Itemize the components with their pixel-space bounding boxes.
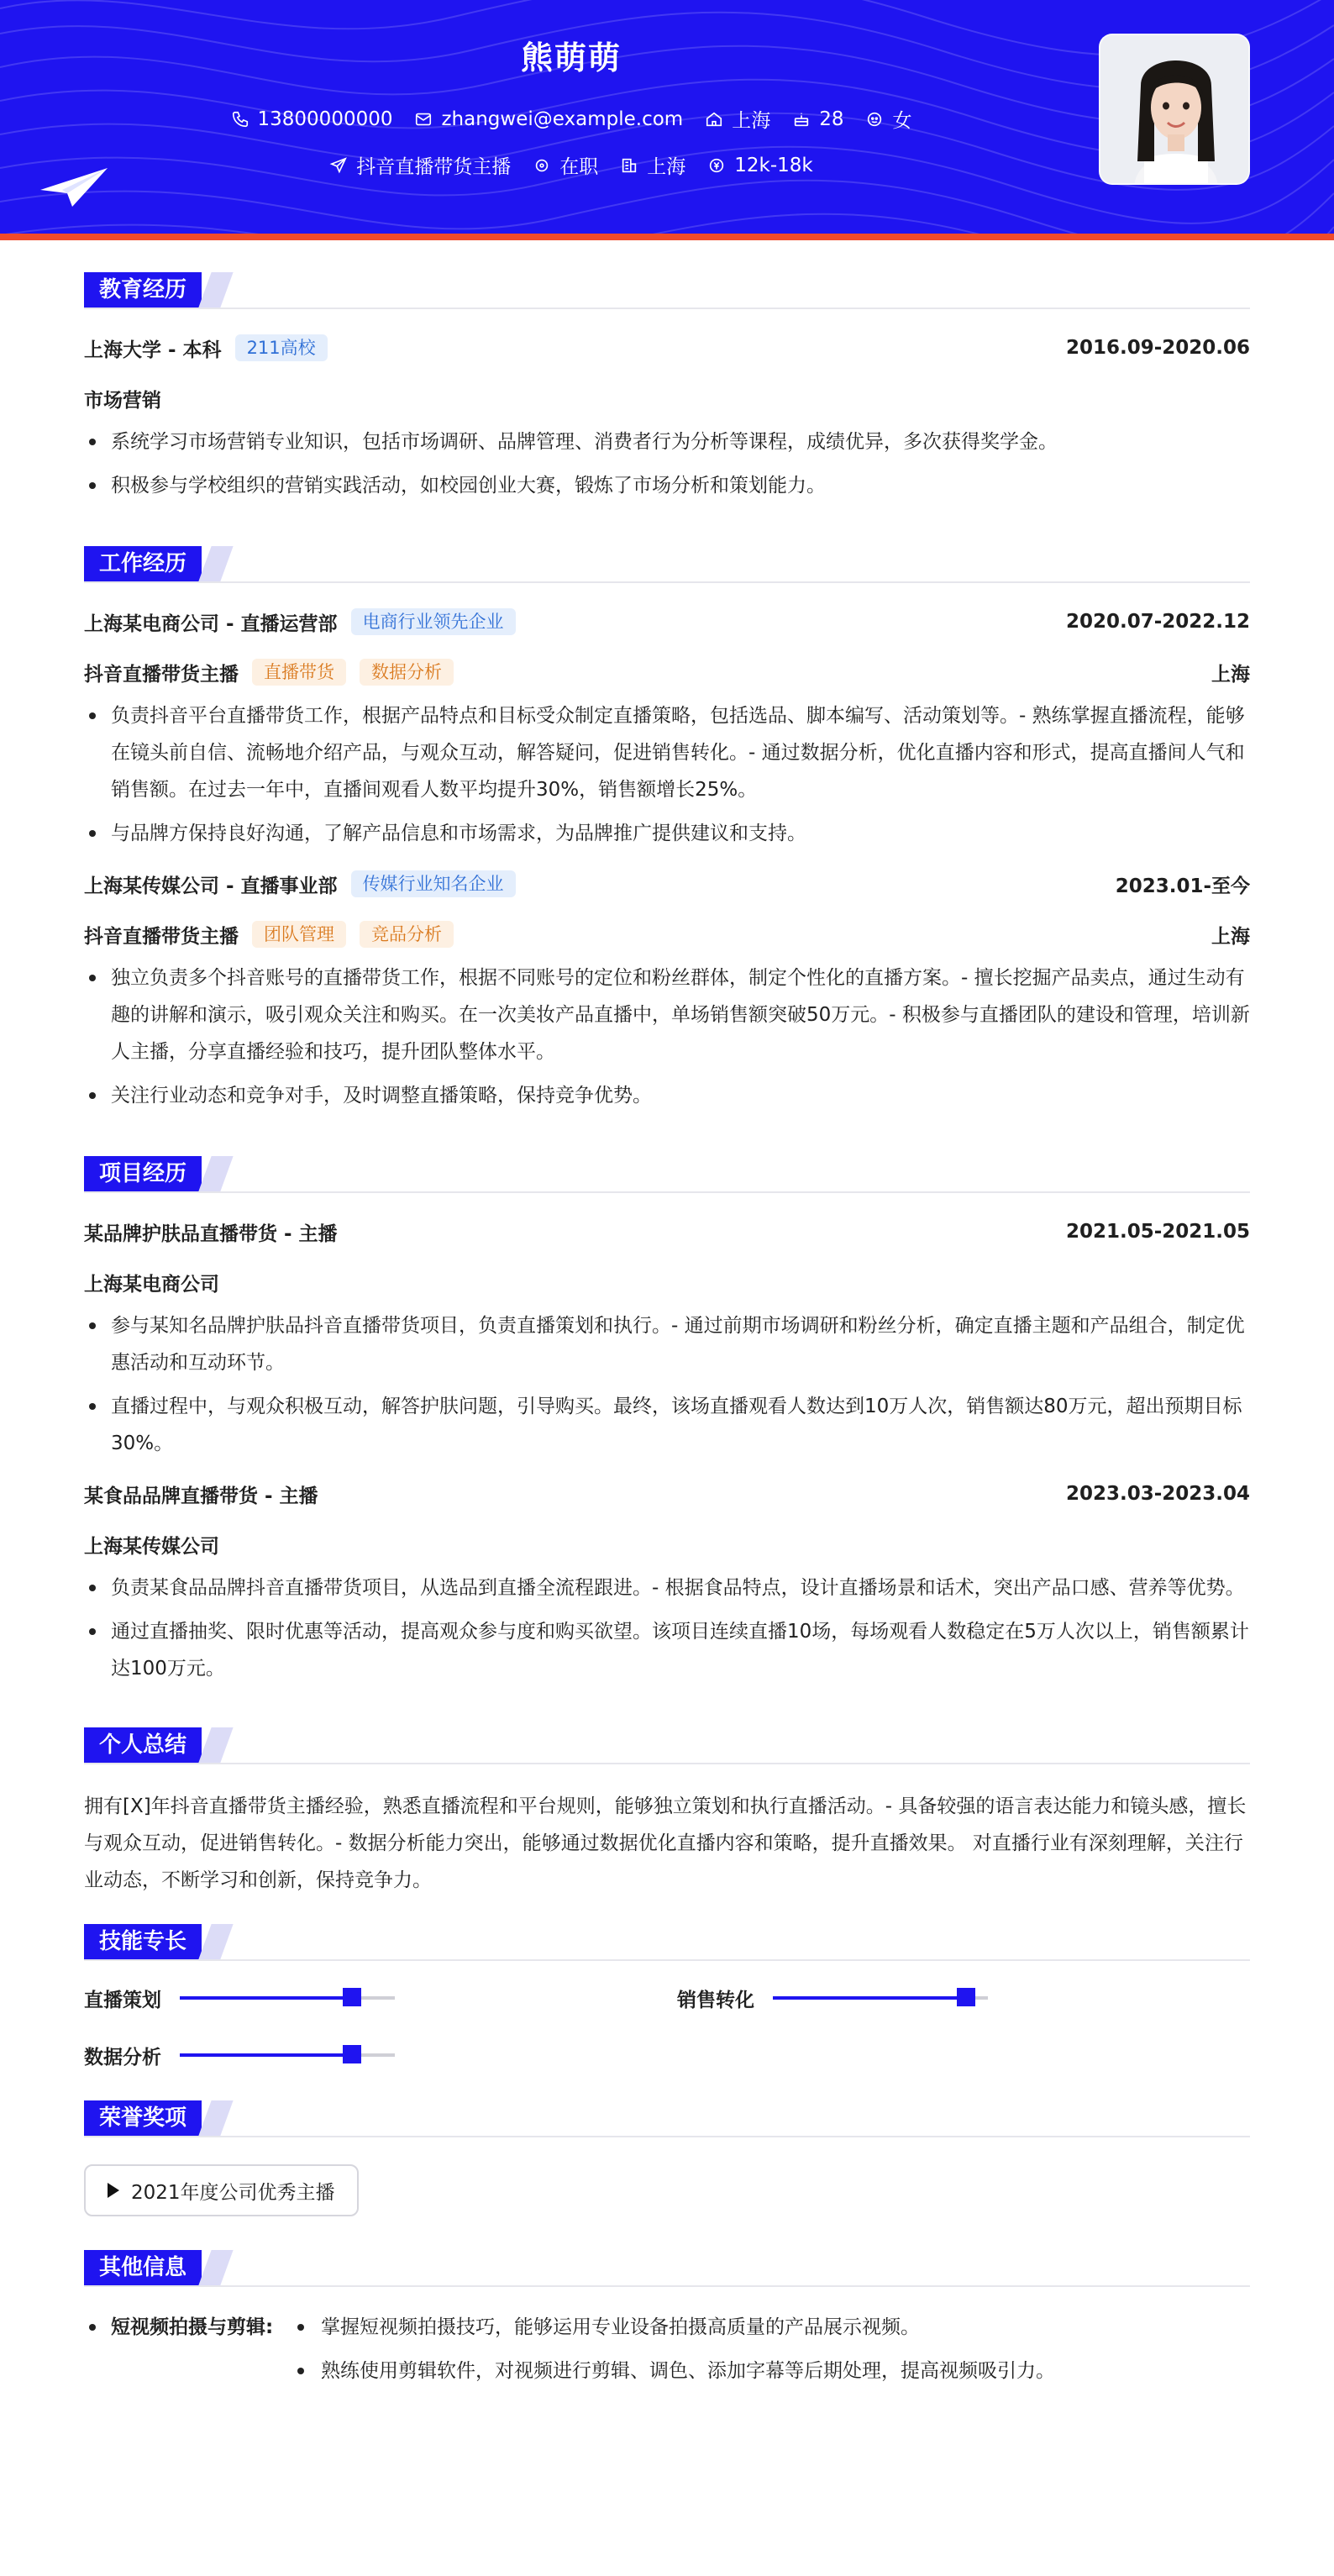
section-header (84, 1924, 1250, 1961)
mail-icon (414, 110, 433, 129)
section-title-tail (198, 272, 233, 308)
project-name: 某食品品牌直播带货 - 主播 (84, 1485, 318, 1507)
company-tag: 电商行业领先企业 (351, 608, 516, 635)
age-item (792, 108, 843, 130)
section-title: 项目经历 (84, 1156, 202, 1191)
section-title-tail (198, 546, 233, 581)
major-name: 市场营销 (84, 389, 161, 412)
section-header (84, 272, 1250, 309)
project-title-left (84, 1480, 318, 1508)
skill-item (84, 2035, 677, 2075)
list-item: 独立负责多个抖音账号的直播带货工作，根据不同账号的定位和粉丝群体，制定个性化的直播方案。- 擅长挖掘产品卖点，通过生动有趣的讲解和演示，吸引观众关注和购买。在一次美妆产品直播中，单场销售额突破50万元。- 积极参与直播团队的建设和管理，培训新人主播，分享直播经验和技巧，提升团队整体水平。 (84, 959, 1250, 1070)
play-triangle-icon (108, 2183, 119, 2198)
award-badge (84, 2164, 359, 2216)
other-info (84, 2300, 1250, 2396)
job-role-left (84, 921, 454, 949)
summary-text: 拥有[X]年抖音直播带货主播经验，熟悉直播流程和平台规则，能够独立策划和执行直播活动。- 具备较强的语言表达能力和镜头感，擅长与观众互动，促进销售转化。- 数据分析能力突出，能够通过数据优化直播内容和策略，提升直播效果。 对直播行业有深刻理解，关注行业动态，不断学习和创新，保持竞争力。 (84, 1795, 1247, 1891)
avatar (1099, 34, 1250, 185)
salary-item (707, 155, 812, 176)
building-icon (620, 156, 638, 175)
skill-knob (343, 1988, 361, 2006)
job-intent-row (0, 151, 1142, 179)
section-title-tail (198, 1727, 233, 1763)
list-item: 参与某知名品牌护肤品抖音直播带货项目，负责直播策划和执行。- 通过前期市场调研和粉丝分析，确定直播主题和产品组合，制定优惠活动和互动环节。 (84, 1307, 1250, 1381)
salary-text: 12k-18k (734, 154, 813, 176)
list-item: 通过直播抽奖、限时优惠等活动，提高观众参与度和购买欲望。该项目连续直播10场，每场观看人数稳定在5万人次以上，销售额累计达100万元。 (84, 1613, 1250, 1687)
section-header (84, 2100, 1250, 2137)
section-title-tail (198, 1924, 233, 1959)
project-org: 上海某传媒公司 (84, 1535, 219, 1558)
company-name: 上海某电商公司 - 直播运营部 (84, 612, 338, 635)
list-item: 熟练使用剪辑软件，对视频进行剪辑、调色、添加字幕等后期处理，提高视频吸引力。 (287, 2353, 1055, 2389)
job-company-left (84, 608, 516, 636)
skill-name: 销售转化 (677, 1989, 754, 2011)
skill-fill (180, 1996, 352, 2000)
work-section (84, 511, 1250, 1114)
section-header (84, 1727, 1250, 1764)
job-location: 上海 (1211, 663, 1250, 686)
job-period: 2020.07-2022.12 (1065, 611, 1250, 633)
section-title-tail (198, 2100, 233, 2136)
money-icon (707, 156, 726, 175)
skill-name: 直播策划 (84, 1989, 161, 2011)
skills-section (84, 1899, 1250, 2075)
education-section (84, 240, 1250, 504)
cake-icon (792, 110, 811, 129)
other-section (84, 2216, 1250, 2396)
email-item (414, 108, 683, 130)
divider (84, 2285, 1250, 2287)
job-company-row (84, 859, 1250, 909)
sync-icon (533, 156, 551, 175)
skill-name: 数据分析 (84, 2046, 161, 2069)
divider (84, 2136, 1250, 2137)
project-org-left (84, 1269, 219, 1296)
email-text: zhangwei@example.com (441, 108, 684, 130)
job-location: 上海 (1211, 925, 1250, 948)
section-title: 荣誉奖项 (84, 2100, 202, 2136)
divider (84, 1763, 1250, 1764)
list-item: 负责抖音平台直播带货工作，根据产品特点和目标受众制定直播策略，包括选品、脚本编写、活动策划等。- 熟练掌握直播流程，能够在镜头前自信、流畅地介绍产品，与观众互动，解答疑问，促进销售转化。- 通过数据分析，优化直播内容和形式，提高直播间人气和销售额。在过去一年中，直播间观看人数平均提升30%，销售额增长25%。 (84, 697, 1250, 808)
divider (84, 308, 1250, 309)
list-item: 与品牌方保持良好沟通，了解产品信息和市场需求，为品牌推广提供建议和支持。 (84, 815, 1250, 852)
resume-header (0, 0, 1334, 237)
education-entry (84, 323, 1250, 373)
project-entry (84, 1469, 1250, 1687)
skill-bar (180, 2053, 395, 2057)
resume-body (84, 240, 1250, 2396)
project-title-row (84, 1207, 1250, 1257)
city-item (620, 151, 685, 179)
project-bullets (84, 1307, 1250, 1462)
phone-icon (231, 110, 249, 129)
skills-grid (84, 1974, 1250, 2075)
education-entry-left (84, 334, 328, 362)
contact-row (0, 105, 1142, 133)
job-entry (84, 859, 1250, 1114)
project-org-row (84, 1257, 1250, 1307)
section-title-tail (198, 1156, 233, 1191)
project-name: 某品牌护肤品直播带货 - 主播 (84, 1222, 338, 1245)
section-header (84, 1156, 1250, 1193)
education-bullets (84, 423, 1250, 504)
section-header (84, 546, 1250, 583)
job-company-left (84, 870, 516, 898)
phone-text: 13800000000 (257, 108, 393, 130)
school-name: 上海大学 - 本科 (84, 339, 222, 361)
list-item: 系统学习市场营销专业知识，包括市场调研、品牌管理、消费者行为分析等课程，成绩优异，多次获得奖学金。 (84, 423, 1250, 460)
project-org-row (84, 1519, 1250, 1569)
list-item: 直播过程中，与观众积极互动，解答护肤问题，引导购买。最终，该场直播观看人数达到10万人次，销售额达80万元，超出预期目标30%。 (84, 1388, 1250, 1462)
project-org-left (84, 1531, 219, 1559)
role-tag: 数据分析 (360, 659, 454, 686)
gender-item (865, 105, 911, 133)
role-tag: 竞品分析 (360, 921, 454, 948)
job-role-left (84, 659, 454, 686)
paper-plane-icon (39, 165, 109, 212)
skill-fill (180, 2053, 352, 2057)
job-bullets (84, 697, 1250, 852)
other-list (287, 2309, 1055, 2396)
summary-section (84, 1694, 1250, 1899)
phone-item (231, 108, 393, 130)
divider (84, 1191, 1250, 1193)
header-accent-stripe (0, 234, 1334, 240)
major-row (84, 373, 1250, 423)
section-title: 技能专长 (84, 1924, 202, 1959)
education-period: 2016.09-2020.06 (1065, 337, 1250, 359)
list-item: 关注行业动态和竞争对手，及时调整直播策略，保持竞争优势。 (84, 1077, 1250, 1114)
company-name: 上海某传媒公司 - 直播事业部 (84, 875, 338, 897)
job-period: 2023.01-至今 (1115, 875, 1250, 897)
role-name: 抖音直播带货主播 (84, 663, 239, 686)
project-org: 上海某电商公司 (84, 1273, 219, 1296)
role-tag: 直播带货 (252, 659, 346, 686)
skill-bar (180, 1996, 395, 2000)
job-company-row (84, 597, 1250, 647)
home-icon (705, 110, 723, 129)
awards-section (84, 2075, 1250, 2216)
project-title-row (84, 1469, 1250, 1519)
candidate-name: 熊萌萌 (520, 39, 622, 76)
job-target-text: 抖音直播带货主播 (356, 156, 512, 178)
school-tag: 211高校 (235, 334, 328, 361)
list-item: 负责某食品品牌抖音直播带货项目，从选品到直播全流程跟进。- 根据食品特点，设计直播场景和话术，突出产品口感、营养等优势。 (84, 1569, 1250, 1606)
job-role-row (84, 909, 1250, 959)
divider (84, 581, 1250, 583)
job-entry (84, 597, 1250, 852)
project-period: 2023.03-2023.04 (1065, 1483, 1250, 1505)
section-title: 工作经历 (84, 546, 202, 581)
skill-item (84, 1978, 677, 2018)
hometown-text: 上海 (732, 110, 771, 132)
status-text: 在职 (559, 156, 599, 178)
project-entry (84, 1207, 1250, 1462)
job-bullets (84, 959, 1250, 1114)
company-tag: 传媒行业知名企业 (351, 870, 516, 897)
role-name: 抖音直播带货主播 (84, 925, 239, 948)
project-title-left (84, 1218, 338, 1246)
city-text: 上海 (647, 156, 686, 178)
major-left (84, 385, 161, 413)
age-text: 28 (819, 108, 844, 130)
skill-bar (773, 1996, 988, 2000)
section-title: 其他信息 (84, 2250, 202, 2285)
send-icon (329, 156, 348, 175)
section-title: 个人总结 (84, 1727, 202, 1763)
project-period: 2021.05-2021.05 (1065, 1221, 1250, 1243)
project-bullets (84, 1569, 1250, 1687)
skill-item (677, 1978, 1248, 2018)
section-title-tail (198, 2250, 233, 2285)
gender-text: 女 (892, 110, 912, 132)
section-header (84, 2250, 1250, 2287)
person-icon (865, 110, 884, 129)
skill-fill (773, 1996, 966, 2000)
projects-section (84, 1121, 1250, 1687)
job-role-row (84, 647, 1250, 697)
hometown-item (705, 105, 770, 133)
divider (84, 1959, 1250, 1961)
job-target-item (329, 151, 511, 179)
list-item: 积极参与学校组织的营销实践活动，如校园创业大赛，锻炼了市场分析和策划能力。 (84, 467, 1250, 504)
section-title: 教育经历 (84, 272, 202, 308)
other-key: 短视频拍摄与剪辑: (84, 2309, 287, 2396)
avatar-portrait-icon (1100, 35, 1250, 185)
status-item (533, 151, 598, 179)
role-tag: 团队管理 (252, 921, 346, 948)
skill-knob (343, 2045, 361, 2063)
list-item: 掌握短视频拍摄技巧，能够运用专业设备拍摄高质量的产品展示视频。 (287, 2309, 1055, 2346)
award-text: 2021年度公司优秀主播 (131, 2181, 335, 2204)
skill-knob (957, 1988, 975, 2006)
